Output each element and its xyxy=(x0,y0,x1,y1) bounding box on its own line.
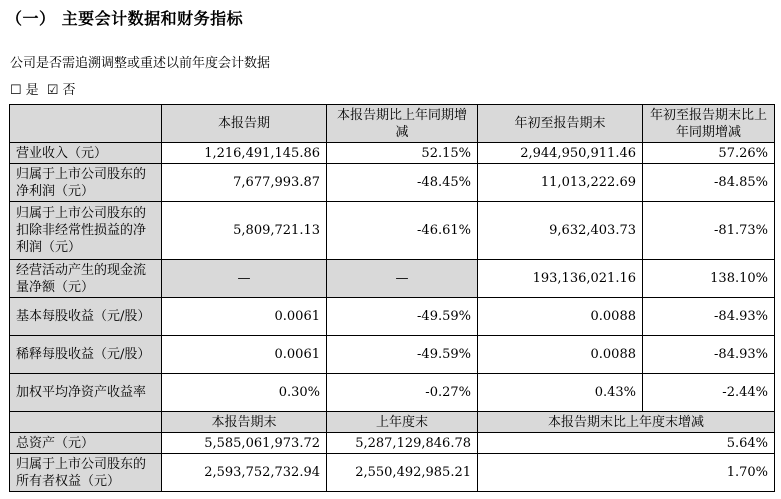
header-blank-cell xyxy=(10,105,162,143)
header-cell: 年初至报告期末比上年同期增减 xyxy=(643,105,775,143)
value-cell: -81.73% xyxy=(643,202,775,260)
value-cell: -84.93% xyxy=(643,336,775,374)
restatement-options xyxy=(10,79,79,98)
table-row xyxy=(10,433,775,454)
value-cell: 11,013,222.69 xyxy=(478,164,643,202)
table-row xyxy=(10,260,775,298)
restatement-question: 公司是否需追溯调整或重述以前年度会计数据 xyxy=(10,56,271,71)
header-cell: 上年度末 xyxy=(327,412,478,433)
row-label: 经营活动产生的现金流量净额（元） xyxy=(10,260,162,298)
value-cell: 5.64% xyxy=(478,433,775,454)
header-cell: 本报告期末比上年度末增减 xyxy=(478,412,775,433)
header-row xyxy=(10,412,775,433)
value-cell: 9,632,403.73 xyxy=(478,202,643,260)
value-cell: 0.30% xyxy=(162,374,327,412)
header-cell: 年初至报告期末 xyxy=(478,105,643,143)
row-label: 总资产（元） xyxy=(10,433,162,454)
value-cell: -46.61% xyxy=(327,202,478,260)
header-blank-cell xyxy=(10,412,162,433)
table-row xyxy=(10,164,775,202)
table-row xyxy=(10,374,775,412)
value-cell: 5,809,721.13 xyxy=(162,202,327,260)
value-cell: -84.93% xyxy=(643,298,775,336)
option-yes-label: 是 xyxy=(25,83,39,98)
row-label: 稀释每股收益（元/股） xyxy=(10,336,162,374)
table-row xyxy=(10,298,775,336)
value-cell: 0.0061 xyxy=(162,336,327,374)
row-label: 归属于上市公司股东的扣除非经常性损益的净利润（元） xyxy=(10,202,162,260)
value-cell: 1,216,491,145.86 xyxy=(162,143,327,164)
section-heading: （一） 主要会计数据和财务指标 xyxy=(6,9,244,28)
table-row xyxy=(10,143,775,164)
value-cell: 0.0088 xyxy=(478,298,643,336)
value-cell: — xyxy=(162,260,327,298)
option-no-label: 否 xyxy=(62,83,76,98)
value-cell: 5,287,129,846.78 xyxy=(327,433,478,454)
value-cell: -84.85% xyxy=(643,164,775,202)
row-label: 归属于上市公司股东的净利润（元） xyxy=(10,164,162,202)
value-cell: 2,550,492,985.21 xyxy=(327,454,478,492)
value-cell: 0.0061 xyxy=(162,298,327,336)
value-cell: -49.59% xyxy=(327,298,478,336)
value-cell: 7,677,993.87 xyxy=(162,164,327,202)
value-cell: 0.43% xyxy=(478,374,643,412)
header-cell: 本报告期比上年同期增减 xyxy=(327,105,478,143)
checkbox-unchecked-icon[interactable]: ☐ xyxy=(10,83,22,98)
row-label: 营业收入（元） xyxy=(10,143,162,164)
value-cell: 193,136,021.16 xyxy=(478,260,643,298)
value-cell: -49.59% xyxy=(327,336,478,374)
value-cell: 57.26% xyxy=(643,143,775,164)
table-row xyxy=(10,336,775,374)
header-cell: 本报告期 xyxy=(162,105,327,143)
value-cell: -0.27% xyxy=(327,374,478,412)
row-label: 加权平均净资产收益率 xyxy=(10,374,162,412)
row-label: 归属于上市公司股东的所有者权益（元） xyxy=(10,454,162,492)
table-row xyxy=(10,454,775,492)
row-label: 基本每股收益（元/股） xyxy=(10,298,162,336)
value-cell: -48.45% xyxy=(327,164,478,202)
value-cell: 2,593,752,732.94 xyxy=(162,454,327,492)
header-cell: 本报告期末 xyxy=(162,412,327,433)
checkbox-checked-icon[interactable]: ☑ xyxy=(46,83,59,98)
value-cell: 0.0088 xyxy=(478,336,643,374)
value-cell: — xyxy=(327,260,478,298)
value-cell: -2.44% xyxy=(643,374,775,412)
value-cell: 52.15% xyxy=(327,143,478,164)
value-cell: 5,585,061,973.72 xyxy=(162,433,327,454)
table-row xyxy=(10,202,775,260)
header-row xyxy=(10,105,775,143)
value-cell: 138.10% xyxy=(643,260,775,298)
value-cell: 2,944,950,911.46 xyxy=(478,143,643,164)
value-cell: 1.70% xyxy=(478,454,775,492)
financial-indicators-table xyxy=(9,104,775,492)
